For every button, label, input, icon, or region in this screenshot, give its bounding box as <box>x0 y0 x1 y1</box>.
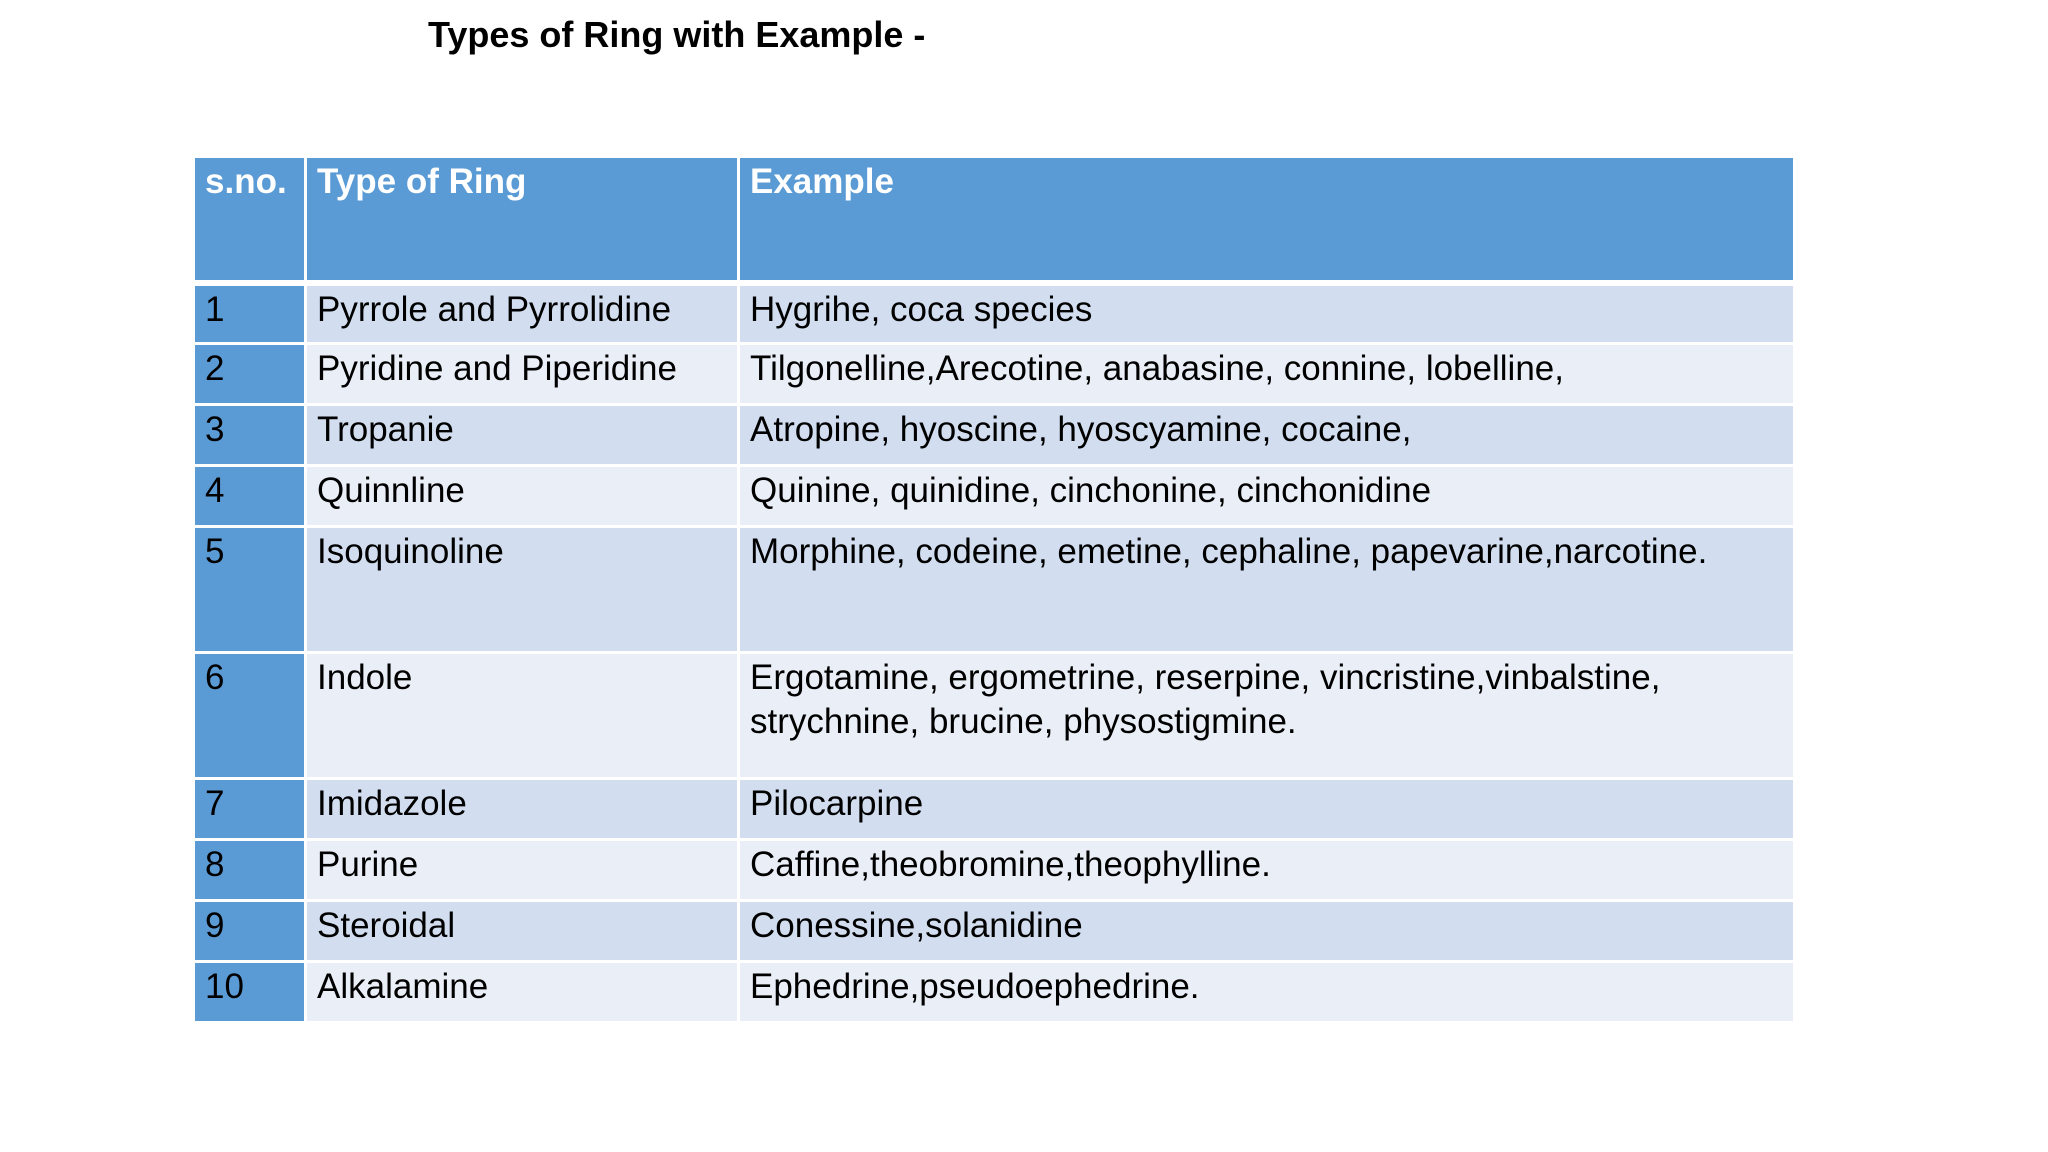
row-example: Tilgonelline,Arecotine, anabasine, connine, lobelline, <box>739 344 1795 405</box>
row-example: Pilocarpine <box>739 779 1795 840</box>
row-sno: 3 <box>194 405 306 466</box>
row-sno: 6 <box>194 653 306 779</box>
row-sno: 9 <box>194 901 306 962</box>
row-ring-type: Pyridine and Piperidine <box>306 344 739 405</box>
row-ring-type: Indole <box>306 653 739 779</box>
header-sno: s.no. <box>194 157 306 283</box>
header-type-of-ring: Type of Ring <box>306 157 739 283</box>
row-ring-type: Alkalamine <box>306 962 739 1023</box>
row-sno: 1 <box>194 283 306 344</box>
row-example: Quinine, quinidine, cinchonine, cinchonidine <box>739 466 1795 527</box>
row-sno: 4 <box>194 466 306 527</box>
row-example: Morphine, codeine, emetine, cephaline, papevarine,narcotine. <box>739 527 1795 653</box>
row-example: Ephedrine,pseudoephedrine. <box>739 962 1795 1023</box>
row-ring-type: Purine <box>306 840 739 901</box>
header-example: Example <box>739 157 1795 283</box>
page-title: Types of Ring with Example - <box>428 14 926 55</box>
row-ring-type: Steroidal <box>306 901 739 962</box>
table-row <box>194 779 1795 840</box>
row-ring-type: Isoquinoline <box>306 527 739 653</box>
table-row <box>194 527 1795 653</box>
row-sno: 10 <box>194 962 306 1023</box>
row-ring-type: Tropanie <box>306 405 739 466</box>
table-row <box>194 653 1795 779</box>
table-row <box>194 962 1795 1023</box>
table-row <box>194 344 1795 405</box>
row-example: Conessine,solanidine <box>739 901 1795 962</box>
row-example: Hygrihe, coca species <box>739 283 1795 344</box>
row-ring-type: Quinnline <box>306 466 739 527</box>
row-sno: 2 <box>194 344 306 405</box>
ring-types-table <box>192 155 1796 1024</box>
row-sno: 8 <box>194 840 306 901</box>
row-ring-type: Pyrrole and Pyrrolidine <box>306 283 739 344</box>
row-example: Atropine, hyoscine, hyoscyamine, cocaine, <box>739 405 1795 466</box>
table-row <box>194 405 1795 466</box>
row-example: Ergotamine, ergometrine, reserpine, vincristine,vinbalstine, strychnine, brucine, physostigmine. <box>739 653 1795 779</box>
row-ring-type: Imidazole <box>306 779 739 840</box>
table-row <box>194 283 1795 344</box>
table-row <box>194 466 1795 527</box>
row-example: Caffine,theobromine,theophylline. <box>739 840 1795 901</box>
row-sno: 5 <box>194 527 306 653</box>
table-row <box>194 901 1795 962</box>
table-header-row <box>194 157 1795 283</box>
table-row <box>194 840 1795 901</box>
row-sno: 7 <box>194 779 306 840</box>
